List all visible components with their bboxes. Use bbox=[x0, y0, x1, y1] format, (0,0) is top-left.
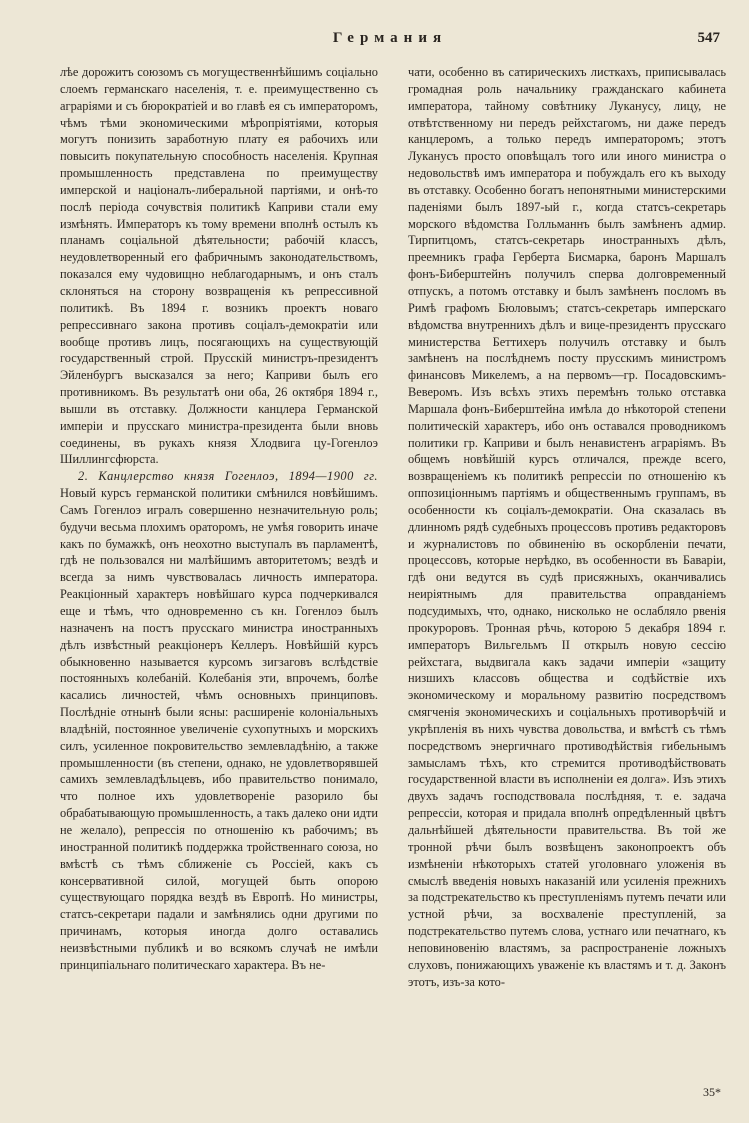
page-number: 547 bbox=[697, 30, 720, 46]
running-title: Германия bbox=[332, 30, 448, 46]
section-body: Новый курсъ германской политики смѣнился новѣйшимъ. Самъ Гогенлоэ игралъ совершенно незначительную роль; будучи весьма плохимъ ораторомъ, не умѣя говорить иначе какъ по бумажкѣ, онъ неохотно выступалъ въ парламентѣ, гдѣ не пользовался ни малѣйшимъ авторитетомъ; вездѣ и всегда за нимъ чувствовалась личность императора. Реакціонный характеръ новѣйшаго курса подчеркивался еще и тѣмъ, что одновременно съ кн. Гогенлоэ былъ назначенъ на постъ прусскаго министра иностранныхъ дѣлъ извѣстный реакціонеръ Келлеръ. Новѣйшій курсъ обыкновенно называется курсомъ зигзаговъ вслѣдствіе постоянныхъ колебаній. Колебанія эти, впрочемъ, болѣе касались личностей, чѣмъ основныхъ принциповъ. Послѣдніе отнынѣ были ясны: расширеніе колоніальныхъ владѣній, постоянное увеличеніе сухопутныхъ и морскихъ силъ, усиленное покровительство землевладѣнію, а также промышленности (въ степени, однако, не удовлетворявшей самихъ землевладѣльцевъ, ибо правительство понимало, что полное ихъ удовлетвореніе разорило бы обрабатывающую промышленность, а такъ далеко они идти не желало), репрессія по отношенію къ рабочимъ; въ иностранной политикѣ поддержка тройственнаго союза, но вмѣстѣ съ тѣмъ сближеніе съ Россіей, какъ съ консервативной силой, могущей быть опорою существующаго порядка вездѣ въ Европѣ. Но министры, статсъ-секретари падали и замѣнялись одни другими по причинамъ, которыя иногда долго оставались неизвѣстными публикѣ и во всякомъ случаѣ не имѣли принципіальнаго политическаго характера. Въ не- bbox=[60, 486, 378, 972]
section-paragraph bbox=[60, 468, 378, 973]
paragraph-continued: лѣе дорожитъ союзомъ съ могущественнѣйшимъ соціально слоемъ германскаго населенія, т. е. преимущественно съ аграріями и съ бюрократіей и во главѣ ея съ императоромъ, чѣмъ тѣми экономическими мѣропріятіями, которыя могутъ понизить заработную плату ея рабочихъ или повысить покупательную способность населенія. Крупная промышленность представлена по преимуществу имперской и націоналъ-либеральной партіями, и онѣ-то послѣ періода сочувствія политикѣ Каприви стали ему измѣнять. Императоръ къ тому времени вполнѣ остылъ къ планамъ соціальной дѣятельности; рабочій классъ, неудовлетворенный его фабричнымъ законодательствомъ, показался ему чудовищно неблагодарнымъ, и онъ сталъ склоняться на сторону возвращенія къ репрессивной политикѣ. Въ 1894 г. возникъ проектъ новаго репрессивнаго закона противъ соціалъ-демократіи или вообще противъ лицъ, посягающихъ на существующій государственный строй. Прусскій министръ-президентъ Эйленбургъ высказался за него; Каприви былъ его противникомъ. Въ результатѣ они оба, 26 октября 1894 г., вышли въ отставку. Должности канцлера Германской имперіи и прусскаго министра-президента были вновь соединены, въ рукахъ князя Хлодвига цу-Гогенлоэ Шиллингсфюрста. bbox=[60, 65, 378, 467]
left-column bbox=[60, 64, 378, 974]
printer-signature: 35* bbox=[703, 1085, 721, 1099]
page-header bbox=[60, 30, 720, 54]
paragraph-continued: чати, особенно въ сатирическихъ листкахъ, приписывалась громадная роль начальнику гражданскаго кабинета императора, тайному совѣтнику Луканусу, лицу, не отвѣтственному ни передъ рейхстагомъ, ни даже передъ канцлеромъ, а только передъ императоромъ; этотъ Луканусъ просто оповѣщалъ того или иного министра о недовольствѣ имъ императора и побуждалъ его къ выходу въ отставку. Особенно богатъ непонятными министерскими паденіями былъ 1897-ый г., когда статсъ-секретарь морского вѣдомства Голльманнъ былъ замѣненъ адмир. Тирпитцомъ, статсъ-секретарь иностранныхъ дѣлъ, преемникъ графа Герберта Бисмарка, баронъ Маршалъ фонъ-Биберштейнъ получилъ сперва долговременный отпускъ, а потомъ отставку и былъ замѣненъ посломъ въ Римѣ графомъ Бюловымъ; статсъ-секретарь имперскаго вѣдомства внутреннихъ дѣлъ и вице-президентъ прусскаго министерства Беттихеръ получилъ отставку и былъ замѣненъ на послѣднемъ посту прусскимъ министромъ финансовъ Микелемъ, а на первомъ—гр. Посадовскимъ-Веверомъ. Изъ всѣхъ этихъ перемѣнъ только отставка Маршала фонъ-Биберштейна имѣла до нѣкоторой степени политическій характеръ, ибо онъ оставался проводникомъ политики гр. Каприви и былъ ненавистенъ аграріямъ. Въ общемъ новѣйшій курсъ отличался, прежде всего, возвращеніемъ къ политикѣ репрессіи по отношенію къ оппозиціоннымъ партіямъ и общественнымъ группамъ, въ особенности къ соціалъ-демократіи. Она сказалась въ длинномъ рядѣ судебныхъ процессовъ противъ редакторовъ и журналистовъ по обвиненію въ оскорбленіи печати, процессовъ, которые нерѣдко, въ особенности въ Баваріи, гдѣ они ведутся въ судѣ присяжныхъ, оканчивались неиріятнымъ для правительства оправданіемъ подсудимыхъ, что, однако, нисколько не ослабляло рвенія прокуроровъ. Тронная рѣчь, которою 5 декабря 1894 г. императоръ Вильгельмъ II открылъ новую сессію рейхстага, выдвигала какъ задачи имперіи «защиту низшихъ классовъ общества и содѣйствіе ихъ экономическому и моральному развитію посредствомъ смягченія экономическихъ и соціальныхъ противорѣчій и укрѣпленія въ нихъ чувства довольства, и вмѣстѣ съ тѣмъ посредствомъ энергичнаго противодѣйствія гибельнымъ замысламъ тѣхъ, кто стремится противодѣйствовать государственной власти въ исполненіи ея долга». Изъ этихъ двухъ задачъ господствовала послѣдняя, т. е. задача репрессіи, которая и придала вполнѣ опредѣленный цвѣтъ дальнѣйшей дѣятельности правительства. Въ той же тронной рѣчи былъ возвѣщенъ законопроектъ объ измѣненіи нѣкоторыхъ статей уголовнаго уложенія въ смыслѣ введенія новыхъ наказаній или усиленія прежнихъ за подстрекательство къ преступленіямъ путемъ печати или устной рѣчи, за восхваленіе преступленій, за подстрекательство путемъ слова, устнаго или печатнаго, къ неповиновенію властямъ, за распространеніе ложныхъ слуховъ, понижающихъ уваженіе къ властямъ и т. д. Законъ этотъ, изъ-за кото- bbox=[408, 65, 726, 989]
section-heading: 2. Канцлерство князя Гогенлоэ, 1894—1900 гг. bbox=[78, 469, 378, 484]
right-column bbox=[408, 64, 726, 990]
